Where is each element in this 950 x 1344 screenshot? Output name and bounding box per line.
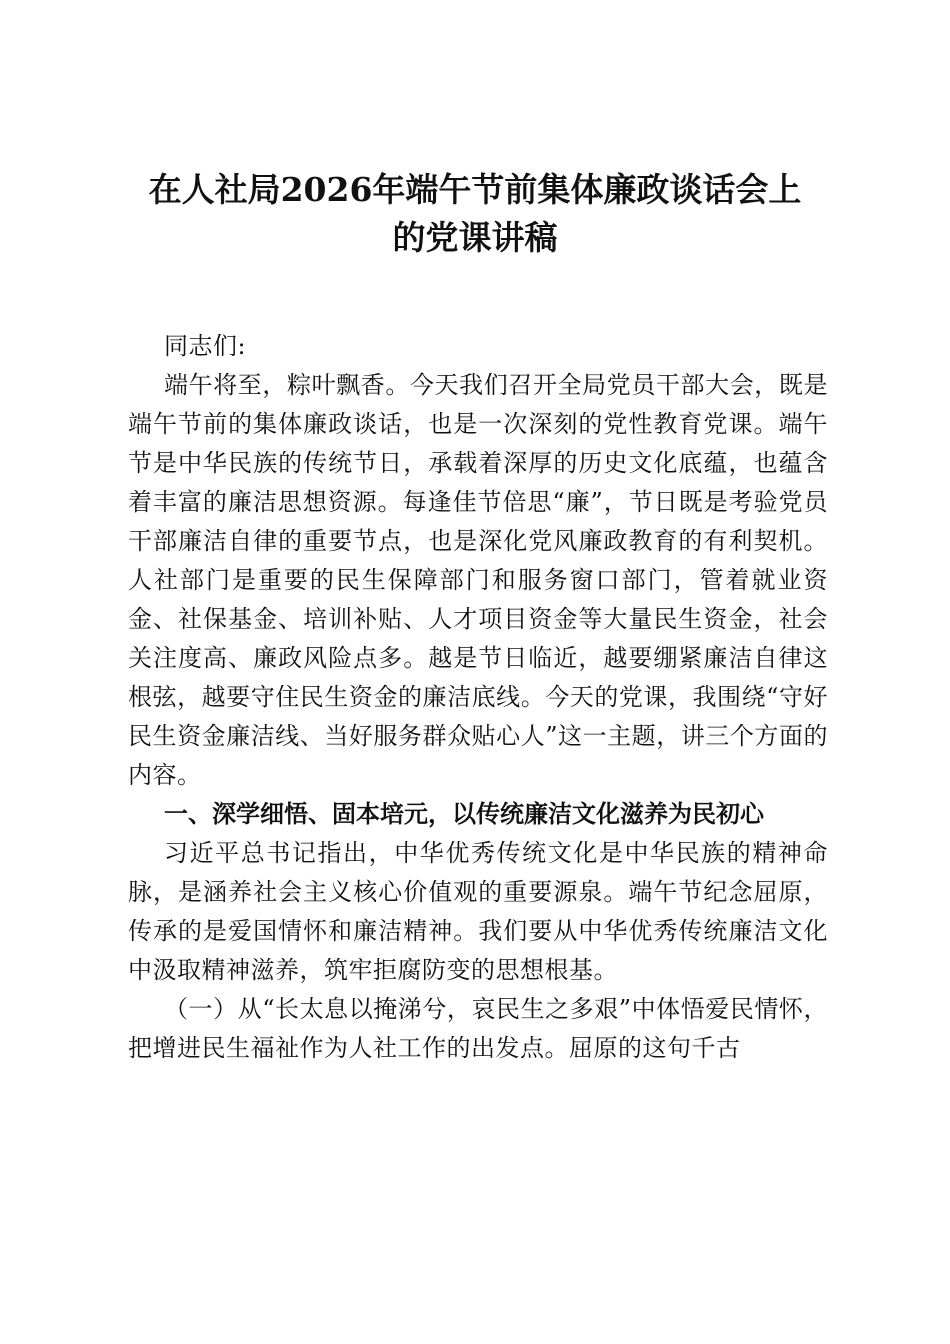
greeting: 同志们:: [164, 332, 247, 360]
section-1-paragraph: 习近平总书记指出，中华优秀传统文化是中华民族的精神命脉，是涵养社会主义核心价值观的重要源泉。端午节纪念屈原，传承的是爱国情怀和廉洁精神。我们要从中华优秀传统廉洁文化中汲取精神滋养，筑牢拒腐防变的思想根基。: [128, 839, 828, 984]
section-heading-1: 一、深学细悟、固本培元，以传统廉洁文化滋养为民初心: [164, 800, 764, 828]
intro-paragraph: 端午将至，粽叶飘香。今天我们召开全局党员干部大会，既是端午节前的集体廉政谈话，也是一次深刻的党性教育党课。端午节是中华民族的传统节日，承载着深厚的历史文化底蕴，也蕴含着丰富的廉洁思想资源。每逢佳节倍思“廉”，节日既是考验党员干部廉洁自律的重要节点，也是深化党风廉政教育的有利契机。人社部门是重要的民生保障部门和服务窗口部门，管着就业资金、社保基金、培训补贴、人才项目资金等大量民生资金，社会关注度高、廉政风险点多。越是节日临近，越要绷紧廉洁自律这根弦，越要守住民生资金的廉洁底线。今天的党课，我围绕“守好民生资金廉洁线、当好服务群众贴心人”这一主题，讲三个方面的内容。: [128, 371, 828, 789]
subsection-1-paragraph: （一）从“长太息以掩涕兮，哀民生之多艰”中体悟爱民情怀，把增进民生福祉作为人社工作的出发点。屈原的这句千古: [128, 995, 828, 1062]
title-line-1: 在人社局2026年端午节前集体廉政谈话会上: [148, 170, 802, 209]
document-body: [128, 327, 828, 1068]
title-line-2: 的党课讲稿: [392, 218, 558, 257]
document-title: [120, 166, 830, 262]
